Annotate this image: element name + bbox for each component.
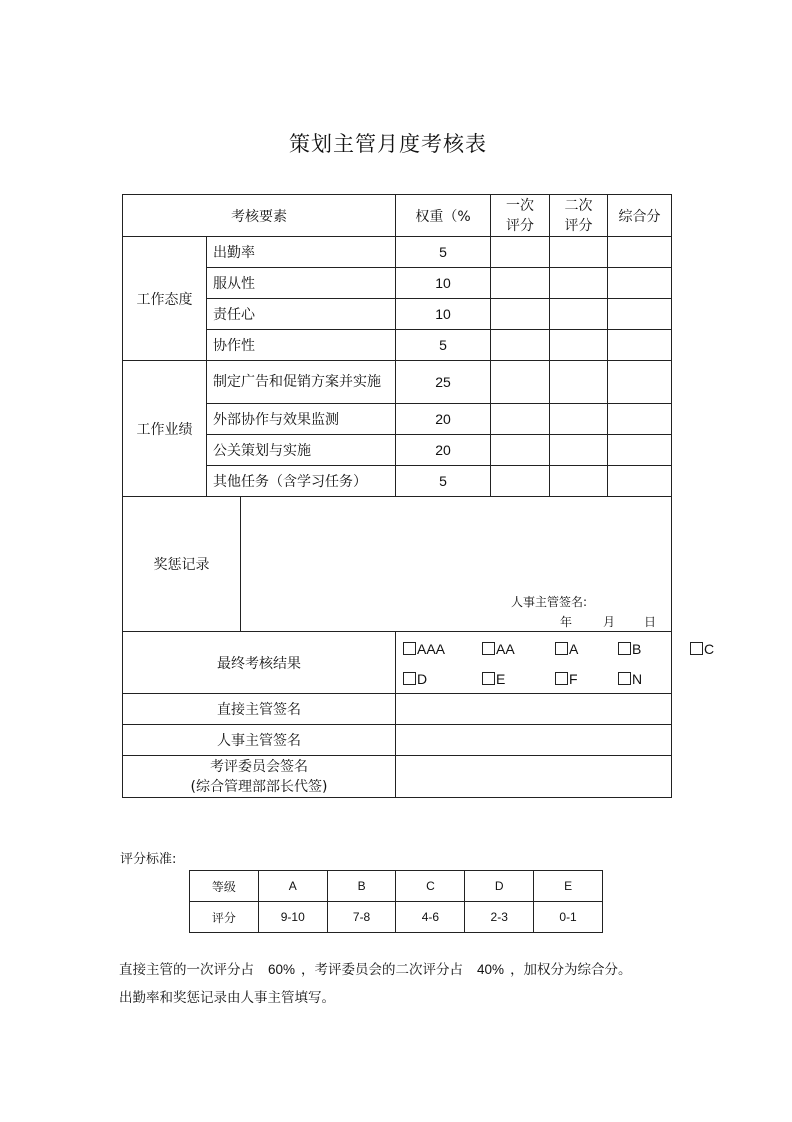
total-score-cell[interactable] [608, 268, 672, 299]
checkbox-icon [403, 642, 416, 655]
signature-row [123, 694, 672, 725]
standard-table [189, 870, 603, 933]
second-score-cell[interactable] [550, 466, 608, 497]
item-weight: 10 [396, 299, 491, 330]
table-header-row [123, 195, 672, 237]
item-weight: 5 [396, 466, 491, 497]
note-line-2: 出勤率和奖惩记录由人事主管填写。 [119, 990, 335, 1006]
group-name: 工作业绩 [123, 361, 207, 497]
total-score-cell[interactable] [608, 237, 672, 268]
standard-cell: C [396, 871, 465, 902]
final-grades [396, 632, 715, 694]
total-score-cell[interactable] [608, 435, 672, 466]
scoring-note [119, 956, 632, 1012]
second-score-cell[interactable] [550, 361, 608, 404]
item-name: 公关策划与实施 [207, 435, 396, 466]
standard-score-row [190, 902, 603, 933]
assessment-table [122, 194, 715, 798]
standard-cell: 7-8 [327, 902, 396, 933]
standard-header-row [190, 871, 603, 902]
item-weight: 20 [396, 435, 491, 466]
standard-label: 评分标准: [120, 852, 177, 867]
second-score-cell[interactable] [550, 237, 608, 268]
standard-cell: A [258, 871, 327, 902]
grade-option-a[interactable]: A [555, 641, 578, 657]
total-score-cell[interactable] [608, 466, 672, 497]
grade-option-d[interactable]: D [403, 671, 427, 687]
first-score-cell[interactable] [491, 466, 550, 497]
grade-option-b[interactable]: B [618, 641, 641, 657]
checkbox-icon [482, 642, 495, 655]
reward-label: 奖惩记录 [123, 497, 241, 632]
signature-row [123, 725, 672, 756]
hr-sign-field[interactable] [396, 725, 672, 756]
grade-option-aaa[interactable]: AAA [403, 641, 445, 657]
signature-row [123, 756, 672, 798]
standard-cell: 评分 [190, 902, 259, 933]
total-score-cell[interactable] [608, 299, 672, 330]
date-month: 月 [602, 615, 615, 629]
second-score-cell[interactable] [550, 435, 608, 466]
page-title: 策划主管月度考核表 [289, 132, 487, 156]
item-name: 制定广告和促销方案并实施 [207, 361, 396, 404]
table-row [123, 237, 672, 268]
item-weight: 20 [396, 404, 491, 435]
grade-option-e[interactable]: E [482, 671, 505, 687]
second-score-cell[interactable] [550, 299, 608, 330]
checkbox-icon [618, 672, 631, 685]
total-score-cell[interactable] [608, 404, 672, 435]
direct-sign-field[interactable] [396, 694, 672, 725]
table-row [123, 361, 672, 404]
item-weight: 5 [396, 237, 491, 268]
first-score-cell[interactable] [491, 268, 550, 299]
first-score-cell[interactable] [491, 404, 550, 435]
checkbox-icon [482, 672, 495, 685]
item-name: 其他任务（含学习任务） [207, 466, 396, 497]
committee-sign-label: 考评委员会签名 (综合管理部部长代签) [123, 756, 396, 798]
item-weight: 5 [396, 330, 491, 361]
reward-row [123, 497, 672, 632]
grade-option-c[interactable]: C [690, 641, 714, 657]
header-element: 考核要素 [123, 195, 396, 237]
hr-sign-label: 人事主管签名 [123, 725, 396, 756]
standard-cell: E [534, 871, 603, 902]
standard-cell: D [465, 871, 534, 902]
grade-option-n[interactable]: N [618, 671, 642, 687]
checkbox-icon [618, 642, 631, 655]
committee-sign-field[interactable] [396, 756, 672, 798]
group-name: 工作态度 [123, 237, 207, 361]
standard-cell: B [327, 871, 396, 902]
second-score-cell[interactable] [550, 330, 608, 361]
standard-cell: 0-1 [534, 902, 603, 933]
first-score-cell[interactable] [491, 299, 550, 330]
final-label: 最终考核结果 [123, 632, 396, 694]
header-first-score: 一次 评分 [491, 195, 550, 237]
item-name: 协作性 [207, 330, 396, 361]
grade-option-aa[interactable]: AA [482, 641, 515, 657]
standard-cell: 9-10 [258, 902, 327, 933]
checkbox-icon [555, 672, 568, 685]
first-score-cell[interactable] [491, 237, 550, 268]
standard-cell: 等级 [190, 871, 259, 902]
item-name: 服从性 [207, 268, 396, 299]
header-weight: 权重（% [396, 195, 491, 237]
item-name: 出勤率 [207, 237, 396, 268]
date-day: 日 [643, 615, 656, 629]
first-score-cell[interactable] [491, 361, 550, 404]
final-result-row [123, 632, 672, 694]
standard-cell: 4-6 [396, 902, 465, 933]
first-score-cell[interactable] [491, 330, 550, 361]
header-second-score: 二次 评分 [550, 195, 608, 237]
checkbox-icon [555, 642, 568, 655]
grade-option-f[interactable]: F [555, 671, 578, 687]
first-score-cell[interactable] [491, 435, 550, 466]
item-name: 外部协作与效果监测 [207, 404, 396, 435]
standard-cell: 2-3 [465, 902, 534, 933]
total-score-cell[interactable] [608, 330, 672, 361]
note-line-1: 直接主管的一次评分占 60% ，考评委员会的二次评分占 40% ，加权分为综合分。 [119, 962, 632, 978]
checkbox-icon [403, 672, 416, 685]
item-name: 责任心 [207, 299, 396, 330]
direct-sign-label: 直接主管签名 [123, 694, 396, 725]
total-score-cell[interactable] [608, 361, 672, 404]
header-total: 综合分 [608, 195, 672, 237]
reward-content[interactable] [241, 497, 672, 632]
hr-sign-note: 人事主管签名: [510, 595, 587, 609]
item-weight: 25 [396, 361, 491, 404]
checkbox-icon [690, 642, 703, 655]
second-score-cell[interactable] [550, 268, 608, 299]
item-weight: 10 [396, 268, 491, 299]
date-year: 年 [559, 615, 572, 629]
second-score-cell[interactable] [550, 404, 608, 435]
